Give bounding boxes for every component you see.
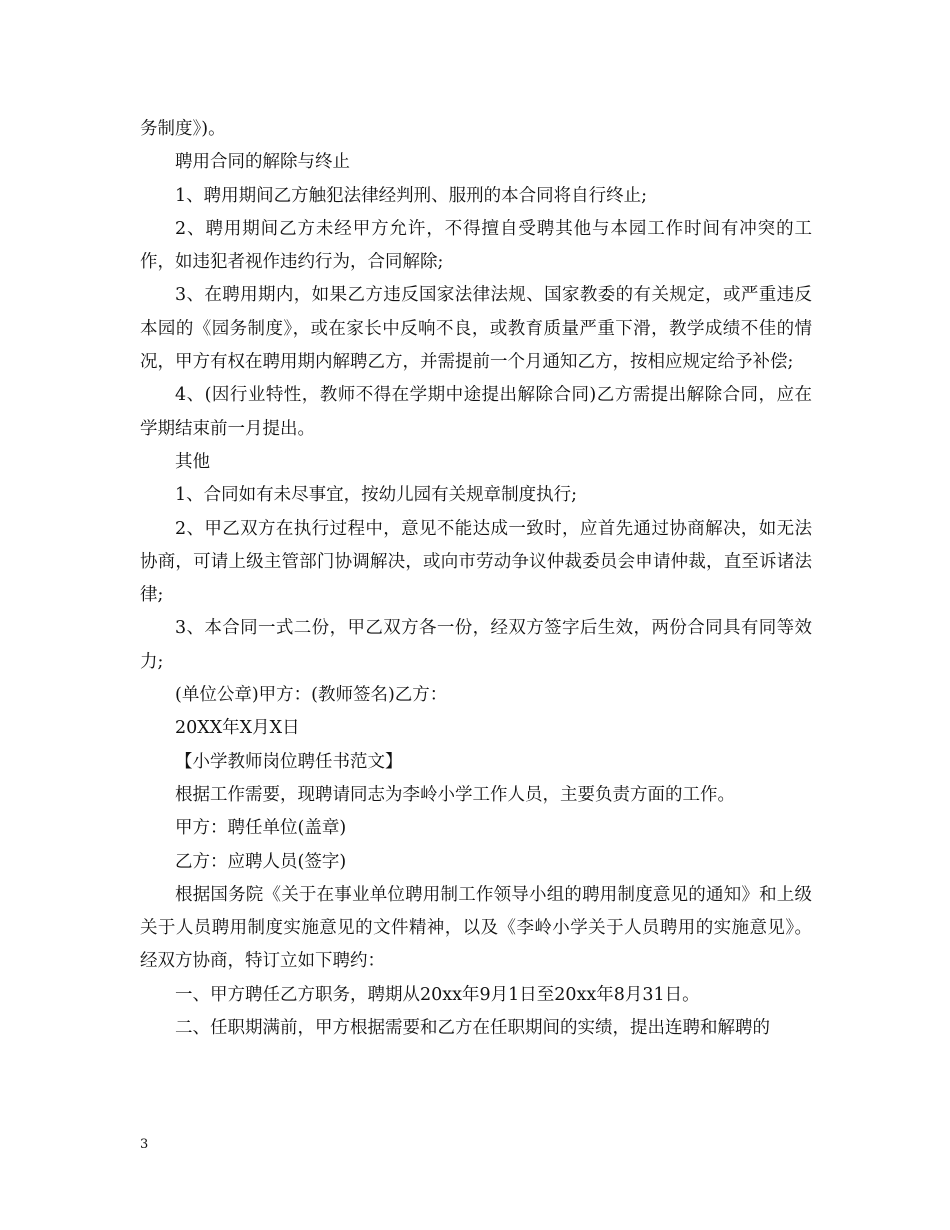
section-heading: 其他	[175, 451, 210, 472]
paragraph: 2、聘用期间乙方未经甲方允许，不得擅自受聘其他与本园工作时间有冲突的工作，如违犯者视作违约行为，合同解除;	[140, 218, 812, 273]
section-heading: 聘用合同的解除与终止	[175, 152, 350, 173]
paragraph: 4、(因行业特性，教师不得在学期中途提出解除合同)乙方需提出解除合同，应在学期结束前一月提出。	[140, 385, 812, 439]
page-number: 3	[140, 1137, 149, 1152]
paragraph: 1、合同如有未尽事宜，按幼儿园有关规章制度执行;	[175, 485, 578, 506]
paragraph: 2、甲乙双方在执行过程中，意见不能达成一致时，应首先通过协商解决，如无法协商，可请上级主管部门协调解决，或向市劳动争议仲裁委员会申请仲裁，直至诉诸法律;	[140, 518, 812, 606]
paragraph: 务制度》)。	[140, 119, 226, 139]
signature-line: (单位公章)甲方：(教师签名)乙方：	[175, 685, 448, 706]
paragraph: 根据工作需要，现聘请同志为李岭小学工作人员，主要负责方面的工作。	[175, 784, 735, 805]
paragraph: 二、任职期满前，甲方根据需要和乙方在任职期间的实绩，提出连聘和解聘的	[175, 1018, 770, 1039]
party-b-line: 乙方：应聘人员(签字)	[175, 851, 347, 872]
section-title: 【小学教师岗位聘任书范文】	[175, 751, 403, 772]
paragraph: 一、甲方聘任乙方职务，聘期从20xx年9月1日至20xx年8月31日。	[175, 984, 700, 1005]
party-a-line: 甲方：聘任单位(盖章)	[175, 818, 347, 839]
paragraph: 根据国务院《关于在事业单位聘用制工作领导小组的聘用制度意见的通知》和上级关于人员聘用制度实施意见的文件精神，以及《李岭小学关于人员聘用的实施意见》。经双方协商，特订立如下聘约：	[140, 884, 812, 972]
paragraph: 3、本合同一式二份，甲乙双方各一份，经双方签字后生效，两份合同具有同等效力;	[140, 618, 812, 672]
date-line: 20XX年X月X日	[175, 718, 300, 739]
paragraph: 3、在聘用期内，如果乙方违反国家法律法规、国家教委的有关规定，或严重违反本园的《园务制度》，或在家长中反响不良，或教育质量严重下滑，教学成绩不佳的情况，甲方有权在聘用期内解聘乙方，并需提前一个月通知乙方，按相应规定给予补偿;	[140, 285, 812, 373]
paragraph: 1、聘用期间乙方触犯法律经判刑、服刑的本合同将自行终止;	[175, 185, 648, 206]
document-body	[140, 113, 812, 1045]
